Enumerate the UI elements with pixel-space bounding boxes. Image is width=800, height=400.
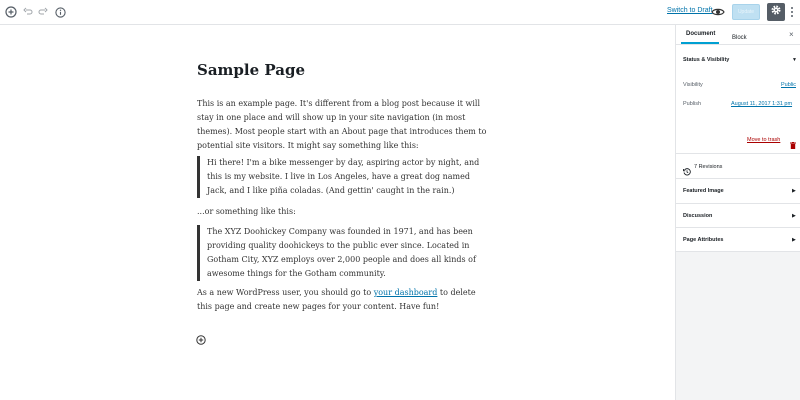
undo-icon[interactable]	[21, 5, 35, 19]
caret-right-icon[interactable]: ▶	[792, 213, 796, 219]
paragraph-block[interactable]: ...or something like this:	[197, 207, 296, 216]
panel-title[interactable]: Page Attributes	[683, 237, 724, 243]
publish-date-value[interactable]: August 11, 2017 1:31 pm	[731, 101, 793, 107]
panel-title[interactable]: Status & Visibility	[683, 57, 730, 63]
add-block-icon[interactable]	[196, 330, 206, 340]
revisions-link[interactable]: 7 Revisions	[694, 164, 723, 170]
tab-document[interactable]: Document	[686, 31, 716, 37]
quote-block[interactable]: The XYZ Doohickey Company was founded in 1971, and has been providing quality doohickeys to the public ever since. Located in Gotham City, XYZ employs over 2,000 people and does all kinds of awesome things for the Gotham community.	[197, 225, 487, 281]
more-vertical-icon[interactable]	[788, 5, 796, 19]
top-toolbar	[0, 0, 800, 25]
featured-image-panel[interactable]	[676, 179, 800, 204]
history-icon	[683, 163, 691, 171]
post-title[interactable]: Sample Page	[197, 61, 306, 79]
sidebar-tabs	[676, 25, 800, 45]
move-to-trash-link[interactable]: Move to trash	[747, 137, 781, 143]
status-visibility-panel	[676, 45, 800, 154]
quote-block[interactable]: Hi there! I'm a bike messenger by day, aspiring actor by night, and this is my website. I live in Los Angeles, have a great dog named Jack, and I like piña coladas. (And gettin' caught in the rain.)	[197, 156, 487, 198]
panel-title[interactable]: Discussion	[683, 213, 713, 219]
paragraph-text: As a new WordPress user, you should go to	[197, 288, 374, 297]
info-icon[interactable]	[53, 5, 67, 19]
update-button[interactable]: Update	[732, 4, 760, 20]
tab-block[interactable]: Block	[732, 35, 747, 41]
discussion-panel[interactable]	[676, 204, 800, 228]
visibility-value[interactable]: Public	[781, 82, 796, 88]
revisions-panel[interactable]	[676, 154, 800, 179]
publish-label: Publish	[683, 101, 702, 107]
settings-button[interactable]	[767, 3, 785, 21]
switch-to-draft-link[interactable]: Switch to Draft	[667, 7, 713, 14]
trash-icon[interactable]	[790, 136, 796, 143]
paragraph-text: to delete this page and create new pages for your content. Have fun!	[197, 288, 476, 311]
gear-icon	[770, 3, 782, 21]
close-icon[interactable]: ×	[789, 30, 794, 39]
settings-sidebar	[675, 25, 800, 400]
visibility-label: Visibility	[683, 82, 703, 88]
preview-eye-icon[interactable]	[711, 5, 725, 19]
add-block-icon[interactable]	[4, 5, 18, 19]
paragraph-block[interactable]	[197, 286, 487, 314]
panel-title[interactable]: Featured Image	[683, 188, 724, 194]
page-attributes-panel[interactable]	[676, 228, 800, 252]
dashboard-link[interactable]: your dashboard	[373, 288, 438, 297]
redo-icon[interactable]	[36, 5, 50, 19]
caret-right-icon[interactable]: ▶	[792, 237, 796, 243]
active-tab-indicator	[681, 42, 719, 44]
paragraph-block[interactable]: This is an example page. It's different from a blog post because it will stay in one place and will show up in your site navigation (in most themes). Most people start with an About page that introduces them to potential site visitors. It might say something like this:	[197, 99, 487, 150]
caret-down-icon[interactable]: ▼	[792, 57, 797, 63]
caret-right-icon[interactable]: ▶	[792, 188, 796, 194]
editor-canvas	[0, 25, 675, 400]
